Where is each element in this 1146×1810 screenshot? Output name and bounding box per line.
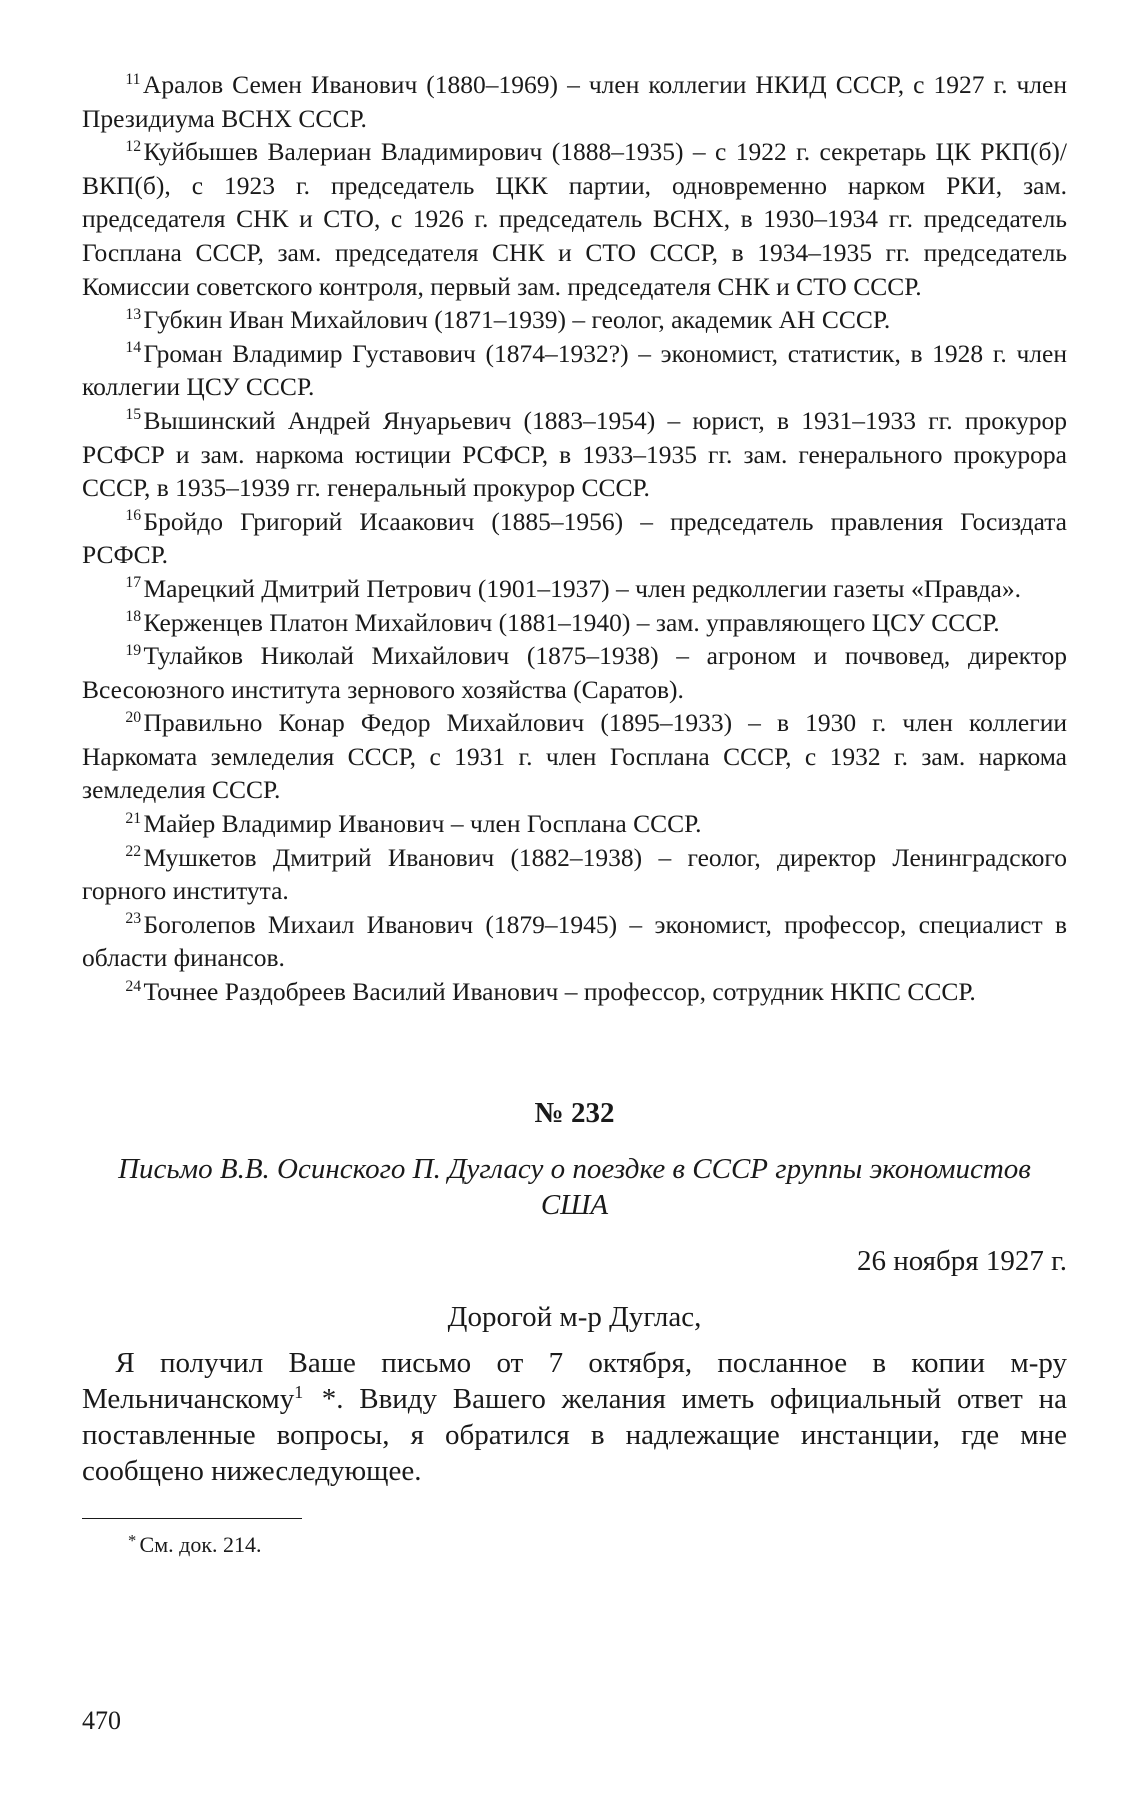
endnote-number: 18 [125, 608, 142, 626]
endnote-text: Правильно Конар Федор Михайлович (1895–1933) – в 1930 г. член коллегии Наркомата земледелия СССР, с 1931 г. член Госплана СССР, с 1932 г. зам. наркома земледелия СССР. [82, 708, 1067, 805]
endnote-number: 16 [125, 507, 142, 525]
footnote-mark: * [128, 1530, 137, 1550]
letter-body-start: Я получил Ваше письмо от 7 октября, посланное в копии м-ру Мельничанскому [82, 1346, 1067, 1415]
endnote-text: Громан Владимир Густавович (1874–1932?) – экономист, статистик, в 1928 г. член коллегии ЦСУ СССР. [82, 338, 1067, 402]
endnote-text: Марецкий Дмитрий Петрович (1901–1937) – член редколлегии газеты «Правда». [143, 573, 1021, 603]
endnote-text: Куйбышев Валериан Владимирович (1888–1935) – с 1922 г. секретарь ЦК РКП(б)/ВКП(б), с 1923 г. председатель ЦКК партии, одновременно нарком РКИ, зам. председателя СНК и СТО, с 1926 г. председатель ВСНХ, в 1930–1934 гг. председатель Госплана СССР, зам. председателя СНК и СТО СССР, в 1934–1935 гг. председатель Комиссии советского контроля, первый зам. председателя СНК и СТО СССР. [82, 137, 1067, 301]
endnote-21 [82, 807, 1067, 841]
endnote-reference: 1 [294, 1381, 304, 1402]
endnote-text: Мушкетов Дмитрий Иванович (1882–1938) – геолог, директор Ленинградского горного института. [82, 842, 1067, 906]
letter-body [82, 1345, 1067, 1489]
endnote-text: Боголепов Михаил Иванович (1879–1945) – экономист, профессор, специалист в области финансов. [82, 909, 1067, 973]
document-date: 26 ноября 1927 г. [856, 1244, 1067, 1277]
endnote-text: Бройдо Григорий Исаакович (1885–1956) – председатель правления Госиздата РСФСР. [82, 506, 1067, 570]
endnote-11 [82, 68, 1067, 135]
page-number: 470 [82, 1706, 121, 1735]
endnote-number: 17 [125, 574, 142, 592]
endnotes-list [82, 68, 1067, 1009]
endnote-text: Вышинский Андрей Януарьевич (1883–1954) – юрист, в 1931–1933 гг. прокурор РСФСР и зам. наркома юстиции РСФСР, в 1933–1935 гг. зам. генерального прокурора СССР, в 1935–1939 гг. генеральный прокурор СССР. [82, 405, 1067, 503]
endnote-number: 15 [125, 406, 142, 424]
endnote-14 [82, 337, 1067, 404]
endnote-24 [82, 975, 1067, 1009]
endnote-20 [82, 706, 1067, 807]
endnote-number: 23 [125, 910, 142, 928]
endnote-number: 21 [125, 809, 142, 827]
endnote-18 [82, 606, 1067, 640]
letter-salutation: Дорогой м-р Дуглас, [447, 1300, 702, 1333]
endnote-number: 24 [125, 977, 142, 995]
endnote-15 [82, 404, 1067, 505]
endnote-text: Керженцев Платон Михайлович (1881–1940) – зам. управляющего ЦСУ СССР. [143, 607, 1000, 637]
endnote-text: Тулайков Николай Михайлович (1875–1938) – агроном и почвовед, директор Всесоюзного института зернового хозяйства (Саратов). [82, 641, 1067, 704]
endnote-text: Майер Владимир Иванович – член Госплана СССР. [143, 809, 702, 839]
page-content [82, 68, 1067, 1561]
endnote-12 [82, 135, 1067, 303]
endnote-17 [82, 572, 1067, 606]
document-number: № 232 [534, 1096, 615, 1129]
endnote-16 [82, 505, 1067, 572]
footnote-divider [82, 1518, 302, 1519]
endnote-number: 20 [125, 708, 142, 726]
footnote-reference: * [305, 1382, 337, 1415]
endnote-number: 13 [125, 305, 142, 323]
footnote-text: См. док. 214. [139, 1531, 262, 1557]
endnote-22 [82, 841, 1067, 908]
letter-body-rest: . Ввиду Вашего желания иметь официальный ответ на поставленные вопросы, я обратился в надлежащие инстанции, где мне сообщено нижеследующее. [82, 1382, 1068, 1487]
endnote-number: 11 [125, 70, 141, 88]
endnote-13 [82, 303, 1067, 337]
endnote-text: Точнее Раздобреев Василий Иванович – профессор, сотрудник НКПС СССР. [143, 977, 976, 1007]
endnote-19 [82, 639, 1067, 706]
endnote-number: 12 [125, 137, 142, 155]
endnote-number: 14 [125, 339, 142, 357]
endnote-number: 22 [125, 843, 142, 861]
page-footnote [82, 1531, 1067, 1561]
endnote-number: 19 [125, 641, 142, 659]
endnote-23 [82, 908, 1067, 975]
endnote-text: Аралов Семен Иванович (1880–1969) – член коллегии НКИД СССР, с 1927 г. член Президиума ВСНХ СССР. [82, 70, 1067, 133]
endnote-text: Губкин Иван Михайлович (1871–1939) – геолог, академик АН СССР. [143, 305, 891, 335]
document-title: Письмо В.В. Осинского П. Дугласу о поездке в СССР группы экономистов США [118, 1152, 1031, 1221]
